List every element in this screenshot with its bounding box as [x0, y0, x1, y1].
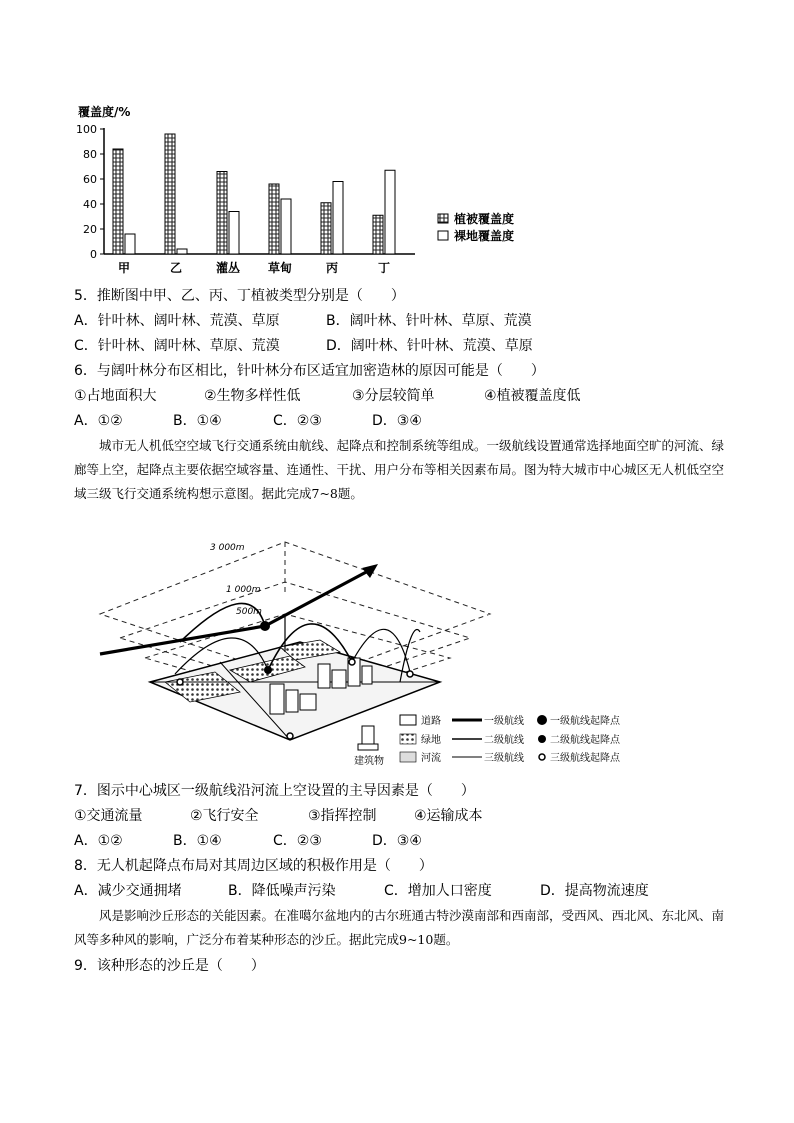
y-tick-label: 40 — [83, 198, 97, 211]
q6-statement-3: ③分层较简单 — [352, 388, 435, 404]
q8-stem: 8．无人机起降点布局对其周边区域的积极作用是（ ） — [74, 858, 433, 874]
x-tick-label: 乙 — [169, 261, 183, 275]
bar-vegetation-coverage — [217, 172, 227, 255]
q7-statement-4: ④运输成本 — [414, 808, 483, 824]
altitude-1000-label: 1 000m — [226, 585, 261, 595]
q6-option-b[interactable]: B．①④ — [173, 413, 222, 429]
q6-statement-4: ④植被覆盖度低 — [484, 388, 581, 404]
x-tick-label: 丁 — [377, 261, 391, 275]
q7-stem: 7．图示中心城区一级航线沿河流上空设置的主导因素是（ ） — [74, 783, 475, 799]
q6-statement-1: ①占地面积大 — [74, 388, 157, 404]
legend-building: 建筑物 — [354, 756, 384, 767]
q6-option-c[interactable]: C．②③ — [273, 413, 322, 429]
legend-swatch — [438, 231, 448, 240]
legend-route-2: 二级航线 — [484, 735, 524, 746]
altitude-3000-label: 3 000m — [210, 543, 245, 553]
y-tick-label: 80 — [83, 148, 97, 161]
legend-river: 河流 — [421, 753, 441, 764]
legend-green: 绿地 — [421, 735, 441, 746]
legend-road: 道路 — [421, 716, 441, 727]
diagram-legend — [354, 714, 621, 767]
x-tick-label: 灌丛 — [215, 261, 241, 275]
bar-vegetation-coverage — [373, 215, 383, 254]
y-tick-label: 100 — [76, 123, 97, 136]
legend-label: 裸地覆盖度 — [454, 229, 515, 243]
q7-option-b[interactable]: B．①④ — [173, 833, 222, 849]
q8-option-a[interactable]: A．减少交通拥堵 — [74, 883, 182, 899]
q6-option-d[interactable]: D．③④ — [372, 413, 422, 429]
drone-airspace-diagram — [90, 522, 650, 774]
q8-option-b[interactable]: B．降低噪声污染 — [228, 883, 336, 899]
route-arrow-head — [362, 564, 378, 578]
q7-statement-1: ①交通流量 — [74, 808, 143, 824]
coverage-bar-chart — [70, 100, 540, 280]
legend-point-2: 二级航线起降点 — [550, 735, 620, 746]
legend-point-3: 三级航线起降点 — [550, 753, 620, 764]
q7-statement-3: ③指挥控制 — [308, 808, 377, 824]
legend-label: 植被覆盖度 — [454, 212, 515, 226]
q8-option-d[interactable]: D．提高物流速度 — [540, 883, 649, 899]
x-tick-label: 草甸 — [267, 261, 293, 275]
q8-option-c[interactable]: C．增加人口密度 — [384, 883, 492, 899]
bar-bare-coverage — [281, 199, 291, 254]
legend-route-3: 三级航线 — [484, 753, 524, 764]
q5-option-c[interactable]: C．针叶林、阔叶林、草原、荒漠 — [74, 338, 280, 354]
q5-option-a[interactable]: A．针叶林、阔叶林、荒漠、草原 — [74, 313, 280, 329]
q9-stem: 9．该种形态的沙丘是（ ） — [74, 958, 265, 974]
bar-vegetation-coverage — [113, 149, 123, 254]
x-tick-label: 甲 — [117, 261, 131, 275]
q7-statement-2: ②飞行安全 — [190, 808, 259, 824]
q7-option-a[interactable]: A．①② — [74, 833, 123, 849]
q6-option-a[interactable]: A．①② — [74, 413, 123, 429]
y-tick-label: 0 — [90, 248, 97, 261]
y-tick-label: 20 — [83, 223, 97, 236]
q5-option-b[interactable]: B．阔叶林、针叶林、草原、荒漠 — [326, 313, 532, 329]
bar-bare-coverage — [385, 170, 395, 254]
y-axis-label: 覆盖度/% — [78, 105, 131, 119]
x-tick-label: 丙 — [325, 261, 339, 275]
bar-vegetation-coverage — [321, 203, 331, 254]
legend-point-1: 一级航线起降点 — [550, 716, 620, 727]
passage-drone-traffic: 城市无人机低空空域飞行交通系统由航线、起降点和控制系统等组成。一级航线设置通常选择地面空旷的河流、绿廊等上空，起降点主要依据空域容量、连通性、干扰、用户分布等相关因素布局。图为特大城市中心城区无人机低空空域三级飞行交通系统构想示意图。据此完成7~8题。 — [74, 438, 725, 501]
q5-option-d[interactable]: D．阔叶林、针叶林、荒漠、草原 — [326, 338, 533, 354]
bar-bare-coverage — [177, 249, 187, 254]
q7-option-c[interactable]: C．②③ — [273, 833, 322, 849]
altitude-500-label: 500m — [236, 607, 262, 617]
bar-vegetation-coverage — [165, 134, 175, 254]
bar-vegetation-coverage — [269, 184, 279, 254]
bar-bare-coverage — [125, 234, 135, 254]
q5-stem: 5．推断图中甲、乙、丙、丁植被类型分别是（ ） — [74, 288, 405, 304]
q6-statement-2: ②生物多样性低 — [204, 388, 301, 404]
y-tick-label: 60 — [83, 173, 97, 186]
q7-option-d[interactable]: D．③④ — [372, 833, 422, 849]
legend-swatch — [438, 214, 448, 223]
passage-sand-dunes: 风是影响沙丘形态的关能因素。在准噶尔盆地内的古尔班通古特沙漠南部和西南部，受西风、西北风、东北风、南风等多种风的影响，广泛分布着某种形态的沙丘。据此完成9~10题。 — [74, 908, 725, 947]
q6-stem: 6．与阔叶林分布区相比，针叶林分布区适宜加密造林的原因可能是（ ） — [74, 363, 545, 379]
bar-bare-coverage — [229, 212, 239, 255]
bar-bare-coverage — [333, 182, 343, 255]
legend-route-1: 一级航线 — [484, 716, 524, 727]
